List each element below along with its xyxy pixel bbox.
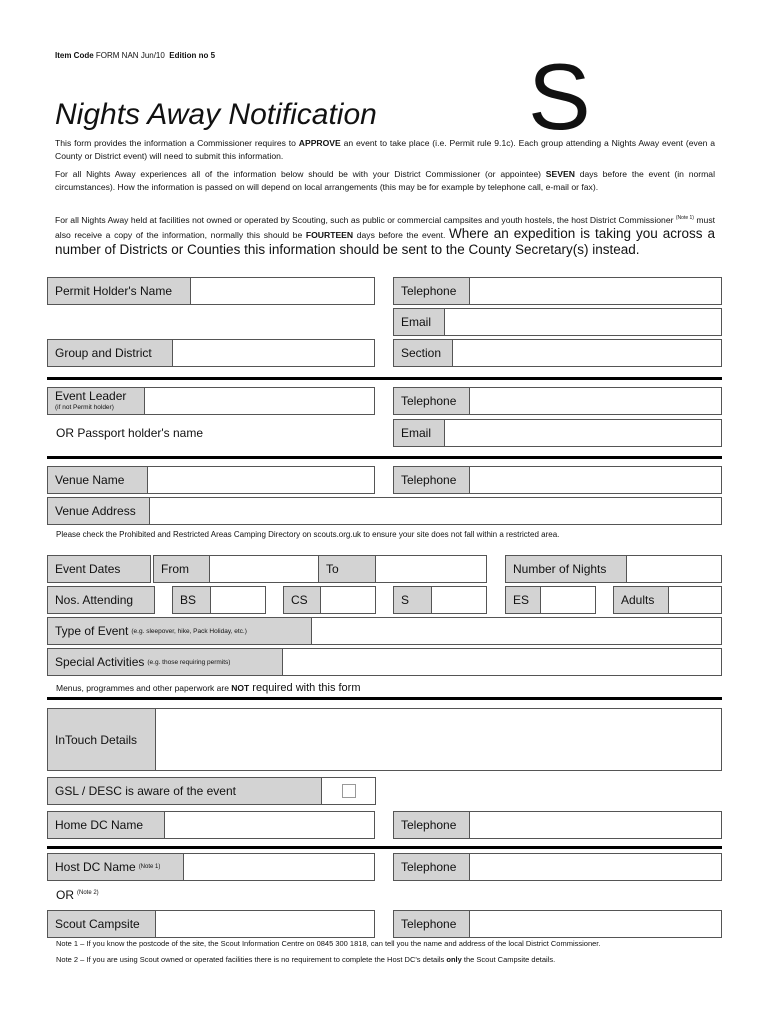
host-dc-label: Host DC Name (Note 1) bbox=[47, 853, 184, 881]
host-dc-input[interactable] bbox=[183, 853, 375, 881]
cs-input[interactable] bbox=[320, 586, 376, 614]
permit-email-label: Email bbox=[393, 308, 445, 336]
divider bbox=[47, 846, 722, 849]
intouch-input[interactable] bbox=[155, 708, 722, 771]
cs-label: CS bbox=[283, 586, 321, 614]
home-dc-input[interactable] bbox=[164, 811, 375, 839]
venue-telephone-label: Telephone bbox=[393, 466, 470, 494]
type-event-label: Type of Event (e.g. sleepover, hike, Pack Holiday, etc.) bbox=[47, 617, 312, 645]
permit-telephone-input[interactable] bbox=[469, 277, 722, 305]
s-input[interactable] bbox=[431, 586, 487, 614]
campsite-telephone-input[interactable] bbox=[469, 910, 722, 938]
leader-telephone-input[interactable] bbox=[469, 387, 722, 415]
permit-telephone-label: Telephone bbox=[393, 277, 470, 305]
nights-label: Number of Nights bbox=[505, 555, 627, 583]
permit-holder-input[interactable] bbox=[190, 277, 375, 305]
from-label: From bbox=[153, 555, 210, 583]
leader-email-input[interactable] bbox=[444, 419, 722, 447]
page-title: Nights Away Notification bbox=[55, 98, 377, 131]
item-code-line: Item Code FORM NAN Jun/10 Edition no 5 bbox=[55, 51, 216, 60]
special-activities-label: Special Activities (e.g. those requiring permits) bbox=[47, 648, 283, 676]
timing-paragraph: For all Nights Away experiences all of the information below should be with your District Commissioner (or appointee) SEVEN days before the event (in normal circumstances). How the information is passed on will depend on local arrangements (this may be for example by telephone call, e-mail or fax). bbox=[55, 169, 715, 192]
leader-telephone-label: Telephone bbox=[393, 387, 470, 415]
divider bbox=[47, 377, 722, 380]
passport-holder-label: OR Passport holder's name bbox=[56, 426, 204, 440]
scout-campsite-label: Scout Campsite bbox=[47, 910, 156, 938]
host-dc-telephone-label: Telephone bbox=[393, 853, 470, 881]
home-dc-telephone-label: Telephone bbox=[393, 811, 470, 839]
event-dates-label: Event Dates bbox=[47, 555, 151, 583]
divider bbox=[47, 697, 722, 700]
scout-campsite-input[interactable] bbox=[155, 910, 375, 938]
permit-holder-label: Permit Holder's Name bbox=[47, 277, 191, 305]
home-dc-label: Home DC Name bbox=[47, 811, 165, 839]
campsite-telephone-label: Telephone bbox=[393, 910, 470, 938]
venue-address-input[interactable] bbox=[149, 497, 722, 525]
section-letter: S bbox=[528, 44, 591, 149]
footnote-2: Note 2 – If you are using Scout owned or operated facilities there is no requirement to complete the Host DC's details only the Scout Campsite details. bbox=[56, 955, 556, 964]
from-date-input[interactable] bbox=[209, 555, 319, 583]
nights-input[interactable] bbox=[626, 555, 722, 583]
venue-address-label: Venue Address bbox=[47, 497, 150, 525]
section-label: Section bbox=[393, 339, 453, 367]
menus-note: Menus, programmes and other paperwork are NOT required with this form bbox=[56, 682, 361, 694]
es-input[interactable] bbox=[540, 586, 596, 614]
host-paragraph: For all Nights Away held at facilities not owned or operated by Scouting, such as public or commercial campsites and youth hostels, the host District Commissioner $^{(Note 1)}$ must also receive a copy of the information, normally this should be FOURTEEN days before the event. Where an expedition is taking you across a number of Districts or Counties this information should be sent to the County Secretary(s) instead. bbox=[55, 214, 716, 257]
venue-name-label: Venue Name bbox=[47, 466, 148, 494]
es-label: ES bbox=[505, 586, 541, 614]
host-dc-telephone-input[interactable] bbox=[469, 853, 722, 881]
venue-name-input[interactable] bbox=[147, 466, 375, 494]
home-dc-telephone-input[interactable] bbox=[469, 811, 722, 839]
s-label: S bbox=[393, 586, 432, 614]
venue-telephone-input[interactable] bbox=[469, 466, 722, 494]
special-activities-input[interactable] bbox=[282, 648, 722, 676]
group-district-label: Group and District bbox=[47, 339, 173, 367]
gsl-desc-label: GSL / DESC is aware of the event bbox=[47, 777, 322, 805]
adults-input[interactable] bbox=[668, 586, 722, 614]
event-leader-input[interactable] bbox=[144, 387, 375, 415]
venue-check-note: Please check the Prohibited and Restricted Areas Camping Directory on scouts.org.uk to ensure your site does not fall within a restricted area. bbox=[56, 530, 560, 539]
intouch-label: InTouch Details bbox=[47, 708, 156, 771]
bs-input[interactable] bbox=[210, 586, 266, 614]
footnote-1: Note 1 – If you know the postcode of the site, the Scout Information Centre on 0845 300 1818, can tell you the name and address of the local District Commissioner. bbox=[56, 939, 601, 948]
divider bbox=[47, 456, 722, 459]
group-district-input[interactable] bbox=[172, 339, 375, 367]
type-event-input[interactable] bbox=[311, 617, 722, 645]
event-leader-label: Event Leader (if not Permit holder) bbox=[47, 387, 145, 415]
bs-label: BS bbox=[172, 586, 211, 614]
leader-email-label: Email bbox=[393, 419, 445, 447]
attending-label: Nos. Attending bbox=[47, 586, 155, 614]
section-input[interactable] bbox=[452, 339, 722, 367]
to-date-input[interactable] bbox=[375, 555, 487, 583]
or-label: OR $^{(Note 2)}$ bbox=[56, 888, 99, 902]
to-label: To bbox=[318, 555, 376, 583]
permit-email-input[interactable] bbox=[444, 308, 722, 336]
intro-paragraph: This form provides the information a Commissioner requires to APPROVE an event to take place (i.e. Permit rule 9.1c). Each group attending a Nights Away event (even a County or District event) will need to submit this information. bbox=[55, 138, 715, 161]
adults-label: Adults bbox=[613, 586, 669, 614]
gsl-aware-checkbox[interactable] bbox=[342, 784, 356, 798]
